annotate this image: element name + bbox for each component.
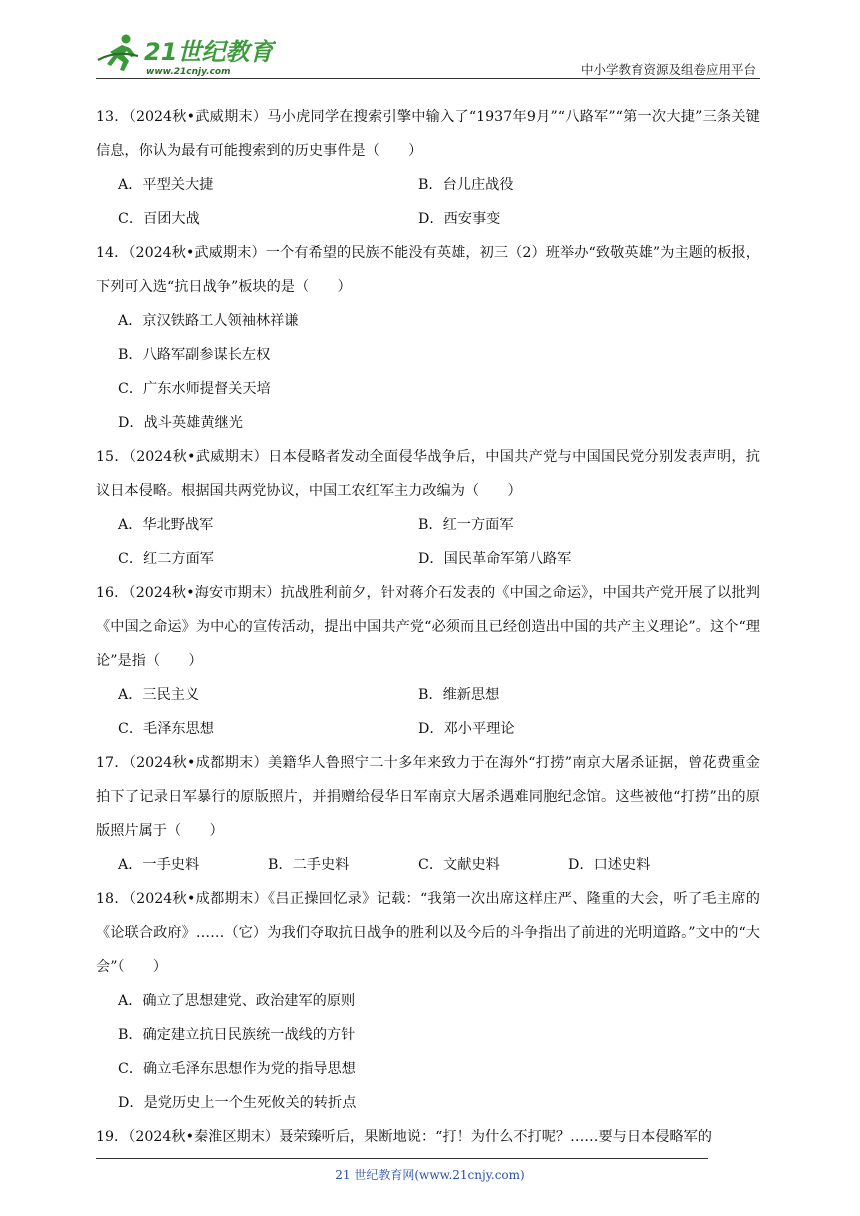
- option-b: B．维新思想: [418, 687, 500, 703]
- option-d: D．战斗英雄黄继光: [118, 415, 243, 431]
- options: [118, 848, 760, 882]
- option-a: A．确立了思想建党、政治建军的原则: [118, 993, 356, 1009]
- option-d: D．邓小平理论: [418, 721, 515, 737]
- option-b: B．红一方面军: [418, 517, 514, 533]
- question-stem: 14．（2024秋•武威期末）一个有希望的民族不能没有英雄，初三（2）班举办“致敬英雄”为主题的板报，下列可入选“抗日战争”板块的是（ ）: [96, 245, 760, 295]
- question-list: [96, 100, 760, 1154]
- question-15: [96, 440, 760, 576]
- platform-title: 中小学教育资源及组卷应用平台: [580, 62, 756, 77]
- option-a: A．京汉铁路工人领袖林祥谦: [118, 313, 299, 329]
- option-b: B．二手史料: [268, 857, 350, 873]
- question-stem: 16．（2024秋•海安市期末）抗战胜利前夕，针对蒋介石发表的《中国之命运》，中国共产党开展了以批判《中国之命运》为中心的宣传活动，提出中国共产党“必须而且已经创造出中国的共产主义理论”。这个“理论”是指（ ）: [96, 585, 760, 669]
- question-13: [96, 100, 760, 236]
- footer-link[interactable]: 21 世纪教育网(www.21cnjy.com): [335, 1168, 525, 1182]
- question-14: [96, 236, 760, 440]
- option-b: B．台儿庄战役: [418, 177, 514, 193]
- header-divider: [96, 78, 760, 79]
- option-a: A．华北野战军: [118, 517, 214, 533]
- question-stem: 18．（2024秋•成都期末）《吕正操回忆录》记载：“我第一次出席这样庄严、隆重的大会，听了毛主席的《论联合政府》……（它）为我们夺取抗日战争的胜利以及今后的斗争指出了前进的光明道路。”文中的“大会”（ ）: [96, 891, 760, 975]
- question-19: [96, 1120, 760, 1154]
- logo-url: www.21cnjy.com: [146, 67, 231, 77]
- footer-divider: [96, 1158, 708, 1159]
- option-a: A．三民主义: [118, 687, 200, 703]
- question-stem: 13．（2024秋•武威期末）马小虎同学在搜索引擎中输入了“1937年9月”“八路军”“第一次大捷”三条关键信息，你认为最有可能搜索到的历史事件是（ ）: [96, 109, 760, 159]
- question-stem: 19．（2024秋•秦淮区期末）聂荣臻听后，果断地说：“打！为什么不打呢？……要与日本侵略军的: [96, 1129, 712, 1145]
- option-d: D．国民革命军第八路军: [418, 551, 572, 567]
- option-c: C．广东水师提督关天培: [118, 381, 271, 397]
- options: [118, 984, 760, 1120]
- page-header: [96, 30, 760, 80]
- option-d: D．口述史料: [568, 857, 651, 873]
- option-c: C．毛泽东思想: [118, 721, 214, 737]
- option-d: D．是党历史上一个生死攸关的转折点: [118, 1095, 357, 1111]
- option-b: B．确定建立抗日民族统一战线的方针: [118, 1027, 356, 1043]
- option-c: C．确立毛泽东思想作为党的指导思想: [118, 1061, 356, 1077]
- option-a: A．平型关大捷: [118, 177, 214, 193]
- option-c: C．百团大战: [118, 211, 200, 227]
- option-c: C．文献史料: [418, 857, 500, 873]
- question-stem: 15．（2024秋•武威期末）日本侵略者发动全面侵华战争后，中国共产党与中国国民党分别发表声明，抗议日本侵略。根据国共两党协议，中国工农红军主力改编为（ ）: [96, 449, 760, 499]
- options: [118, 168, 760, 236]
- option-a: A．一手史料: [118, 857, 200, 873]
- option-b: B．八路军副参谋长左权: [118, 347, 271, 363]
- option-c: C．红二方面军: [118, 551, 214, 567]
- question-17: [96, 746, 760, 882]
- options: [118, 508, 760, 576]
- question-16: [96, 576, 760, 746]
- logo-text: 21世纪教育: [144, 38, 274, 66]
- logo-21cnjy: [96, 30, 276, 78]
- options: [118, 678, 760, 746]
- options: [118, 304, 760, 440]
- question-18: [96, 882, 760, 1120]
- question-stem: 17．（2024秋•成都期末）美籍华人鲁照宁二十多年来致力于在海外“打捞”南京大屠杀证据，曾花费重金拍下了记录日军暴行的原版照片，并捐赠给侵华日军南京大屠杀遇难同胞纪念馆。这些被他“打捞”出的原版照片属于（ ）: [96, 755, 760, 839]
- option-d: D．西安事变: [418, 211, 501, 227]
